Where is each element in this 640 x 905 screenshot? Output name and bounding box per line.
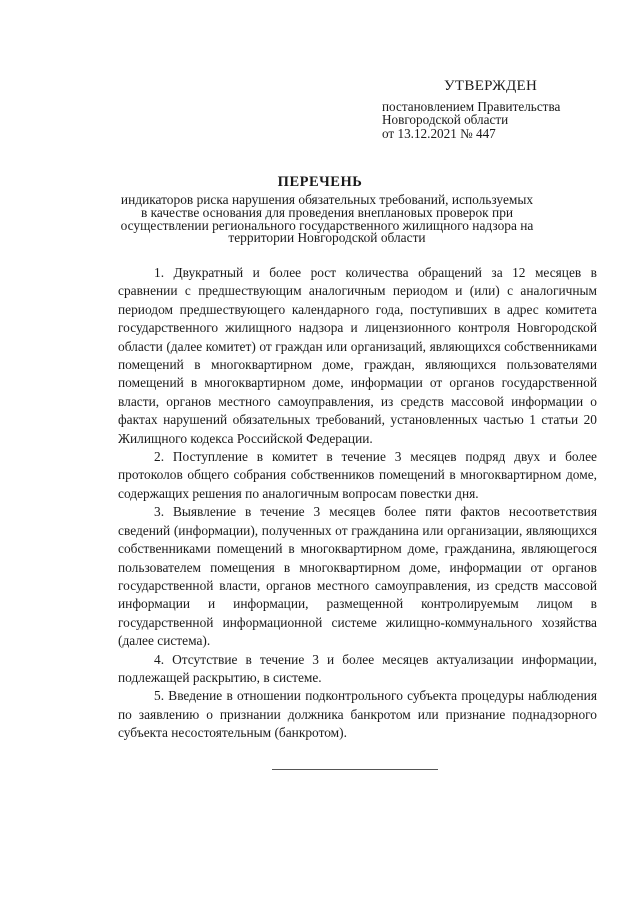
approval-line-3: от 13.12.2021 № 447 (382, 125, 496, 141)
list-item-1: 1. Двукратный и более рост количества обращений за 12 месяцев в сравнении с предшествующим аналогичным периодом и (или) с аналогичным периодом предшествующего календарного года, поступивших в адрес комитета государственного жилищного надзора и лицензионного контроля Новгородской области (далее комитет) от граждан или организаций, являющихся собственниками помещений в многоквартирном доме, граждан, являющихся пользователями помещений в многоквартирном доме, информации от органов государственной власти, органов местного самоуправления, из средств массовой информации о фактах нарушений обязательных требований, установленных частью 1 статьи 20 Жилищного кодекса Российской Федерации. (118, 265, 597, 446)
list-item-4: 4. Отсутствие в течение 3 и более месяцев актуализации информации, подлежащей раскрытию, в системе. (118, 651, 597, 685)
list-item-3: 3. Выявление в течение 3 месяцев более пяти фактов несоответствия сведений (информации), полученных от гражданина или организации, являющихся собственниками помещений в многоквартирном доме, гражданина, являющегося пользователем помещения в многоквартирном доме, информации от органов государственной власти, органов местного самоуправления, из средств массовой информации и информации, размещенной контролируемым лицом в государственной информационной системе жилищно-коммунального хозяйства (далее система). (118, 504, 597, 649)
document-title: ПЕРЕЧЕНЬ (277, 174, 363, 190)
document-subtitle: индикаторов риска нарушения обязательных требований, используемых в качестве основания для проведения внеплановых проверок при осуществлении регионального государственного жилищного надзора на территории Новгородской области (120, 192, 534, 246)
list-item-2: 2. Поступление в комитет в течение 3 месяцев подряд двух и более протоколов общего собрания собственников помещений в многоквартирном доме, содержащих решения по аналогичным вопросам повестки дня. (118, 449, 597, 501)
approval-line-2: Новгородской области (382, 112, 509, 127)
document-body (118, 264, 597, 743)
approval-stamp (382, 80, 560, 140)
end-divider (272, 769, 438, 770)
approval-heading: УТВЕРЖДЕН (444, 78, 538, 94)
approval-line-1: постановлением Правительства (382, 98, 561, 114)
list-item-5: 5. Введение в отношении подконтрольного субъекта процедуры наблюдения по заявлению о признании должника банкротом или признание поднадзорного субъекта несостоятельным (банкротом). (118, 688, 597, 741)
